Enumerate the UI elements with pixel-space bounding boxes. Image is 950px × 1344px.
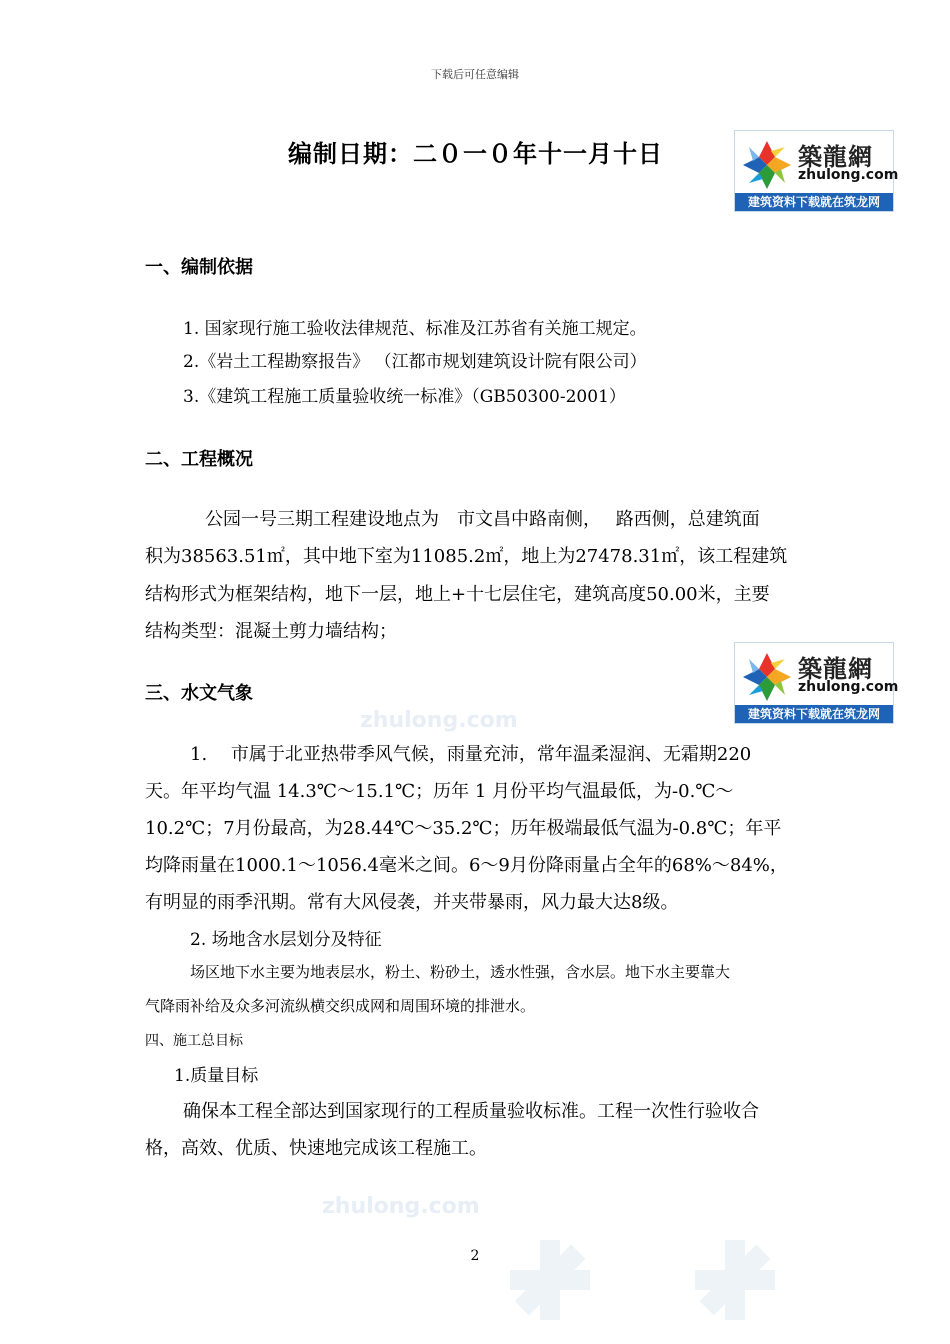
section-heading: 一、编制依据: [145, 257, 253, 278]
climate-line: 1. 市属于北亚热带季风气候，雨量充沛，常年温柔湿润、无霜期220: [190, 744, 752, 765]
overview-line: 结构形式为框架结构，地下一层，地上+十七层住宅，建筑高度50.00米，主要: [145, 584, 770, 605]
goal-line: 确保本工程全部达到国家现行的工程质量验收标准。工程一次性行验收合: [183, 1101, 759, 1122]
climate-line: 天。年平均气温 14.3℃～15.1℃；历年 1 月份平均气温最低，为-0.℃～: [145, 781, 734, 802]
section-heading: 二、工程概况: [145, 449, 253, 470]
basis-item: 3.《建筑工程施工质量验收统一标准》（GB50300-2001）: [183, 387, 626, 407]
pinwheel-logo-icon: [739, 137, 795, 193]
section-heading: 三、水文气象: [145, 683, 253, 704]
zhulong-logo: [734, 642, 899, 724]
watermark-snowflake-icon: [500, 1230, 600, 1330]
zhulong-logo: [734, 130, 899, 212]
logo-name: 築龍網: [798, 654, 873, 683]
page-number: 2: [470, 1248, 480, 1264]
subsection-heading: 1.质量目标: [174, 1066, 259, 1086]
section-heading: 四、施工总目标: [145, 1033, 243, 1049]
overview-line: 公园一号三期工程建设地点为 市文昌中路南侧， 路西侧，总建筑面: [205, 509, 760, 530]
goal-line: 格，高效、优质、快速地完成该工程施工。: [145, 1138, 487, 1159]
climate-line: 10.2℃；7月份最高，为28.44℃～35.2℃；历年极端最低气温为-0.8℃；年平: [145, 818, 782, 839]
basis-item: 1. 国家现行施工验收法律规范、标准及江苏省有关施工规定。: [183, 319, 647, 339]
document-date-title: 编制日期：二０一０年十一月十日: [288, 140, 663, 168]
climate-line: 均降雨量在1000.1～1056.4毫米之间。6～9月份降雨量占全年的68%～84%，: [145, 855, 788, 876]
overview-line: 积为38563.51㎡，其中地下室为11085.2㎡，地上为27478.31㎡，该工程建筑: [145, 546, 788, 567]
watermark-text: zhulong.com: [322, 1194, 480, 1219]
aquifer-line: 场区地下水主要为地表层水，粉土、粉砂土，透水性强，含水层。地下水主要靠大: [190, 963, 731, 981]
header-note: 下载后可任意编辑: [431, 68, 519, 81]
climate-line: 有明显的雨季汛期。常有大风侵袭，并夹带暴雨，风力最大达8级。: [145, 892, 679, 913]
logo-slogan: 建筑资料下载就在筑龙网: [735, 705, 893, 723]
aquifer-line: 气降雨补给及众多河流纵横交织成网和周围环境的排泄水。: [145, 997, 536, 1015]
watermark-text: zhulong.com: [360, 708, 518, 733]
logo-slogan: 建筑资料下载就在筑龙网: [735, 193, 893, 211]
logo-name: 築龍網: [798, 142, 873, 171]
logo-domain: zhulong.com: [798, 679, 899, 695]
watermark-snowflake-icon: [690, 1230, 780, 1330]
logo-domain: zhulong.com: [798, 167, 899, 183]
basis-item: 2.《岩土工程勘察报告》 （江都市规划建筑设计院有限公司）: [183, 352, 647, 372]
overview-line: 结构类型：混凝土剪力墙结构；: [145, 621, 397, 642]
subsection-heading: 2. 场地含水层划分及特征: [190, 930, 382, 950]
pinwheel-logo-icon: [739, 649, 795, 705]
